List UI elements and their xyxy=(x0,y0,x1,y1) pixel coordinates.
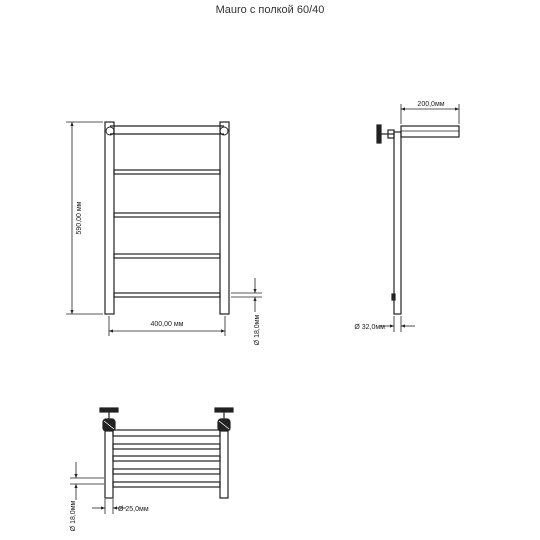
mount-dimension xyxy=(380,316,415,332)
top-view xyxy=(100,408,233,498)
width-label: 400,00 мм xyxy=(150,321,184,328)
side-shelf xyxy=(401,126,459,137)
right-upright xyxy=(220,122,229,314)
tube-bottom-label: Ø 18,0мм xyxy=(70,500,77,532)
side-mount-bracket xyxy=(377,125,381,143)
side-bottom-plug xyxy=(392,294,395,300)
height-label: 590,00 мм xyxy=(76,201,83,235)
top-shelf-bar-2 xyxy=(113,444,220,449)
shelf-depth-label: 200,0мм xyxy=(417,101,445,108)
side-upright xyxy=(394,132,401,314)
rung-2 xyxy=(114,213,220,217)
rung-4 xyxy=(114,293,220,297)
left-upright xyxy=(105,122,114,314)
tube-top-label: Ø 18,0мм xyxy=(254,314,261,346)
tube-bottom-dimension xyxy=(70,462,104,500)
top-shelf-bar-4 xyxy=(113,469,220,474)
rung-1 xyxy=(114,170,220,174)
top-shelf-bar-5 xyxy=(113,482,220,487)
page-title: Mauro с полкой 60/40 xyxy=(215,4,325,16)
rung-label: Ø 25,0мм xyxy=(118,506,149,513)
top-right-mount xyxy=(215,408,233,431)
height-dimension xyxy=(66,122,103,314)
rung-3 xyxy=(114,254,220,258)
top-left-upright xyxy=(105,423,113,498)
side-view xyxy=(377,125,459,314)
front-view xyxy=(105,122,229,314)
tube-top-dimension xyxy=(231,278,262,312)
top-right-upright xyxy=(220,423,228,498)
top-shelf-bar-1 xyxy=(113,430,220,436)
top-left-mount xyxy=(100,408,118,431)
top-shelf-bar-3 xyxy=(113,456,220,461)
mount-label: Ø 32,0мм xyxy=(354,324,385,331)
